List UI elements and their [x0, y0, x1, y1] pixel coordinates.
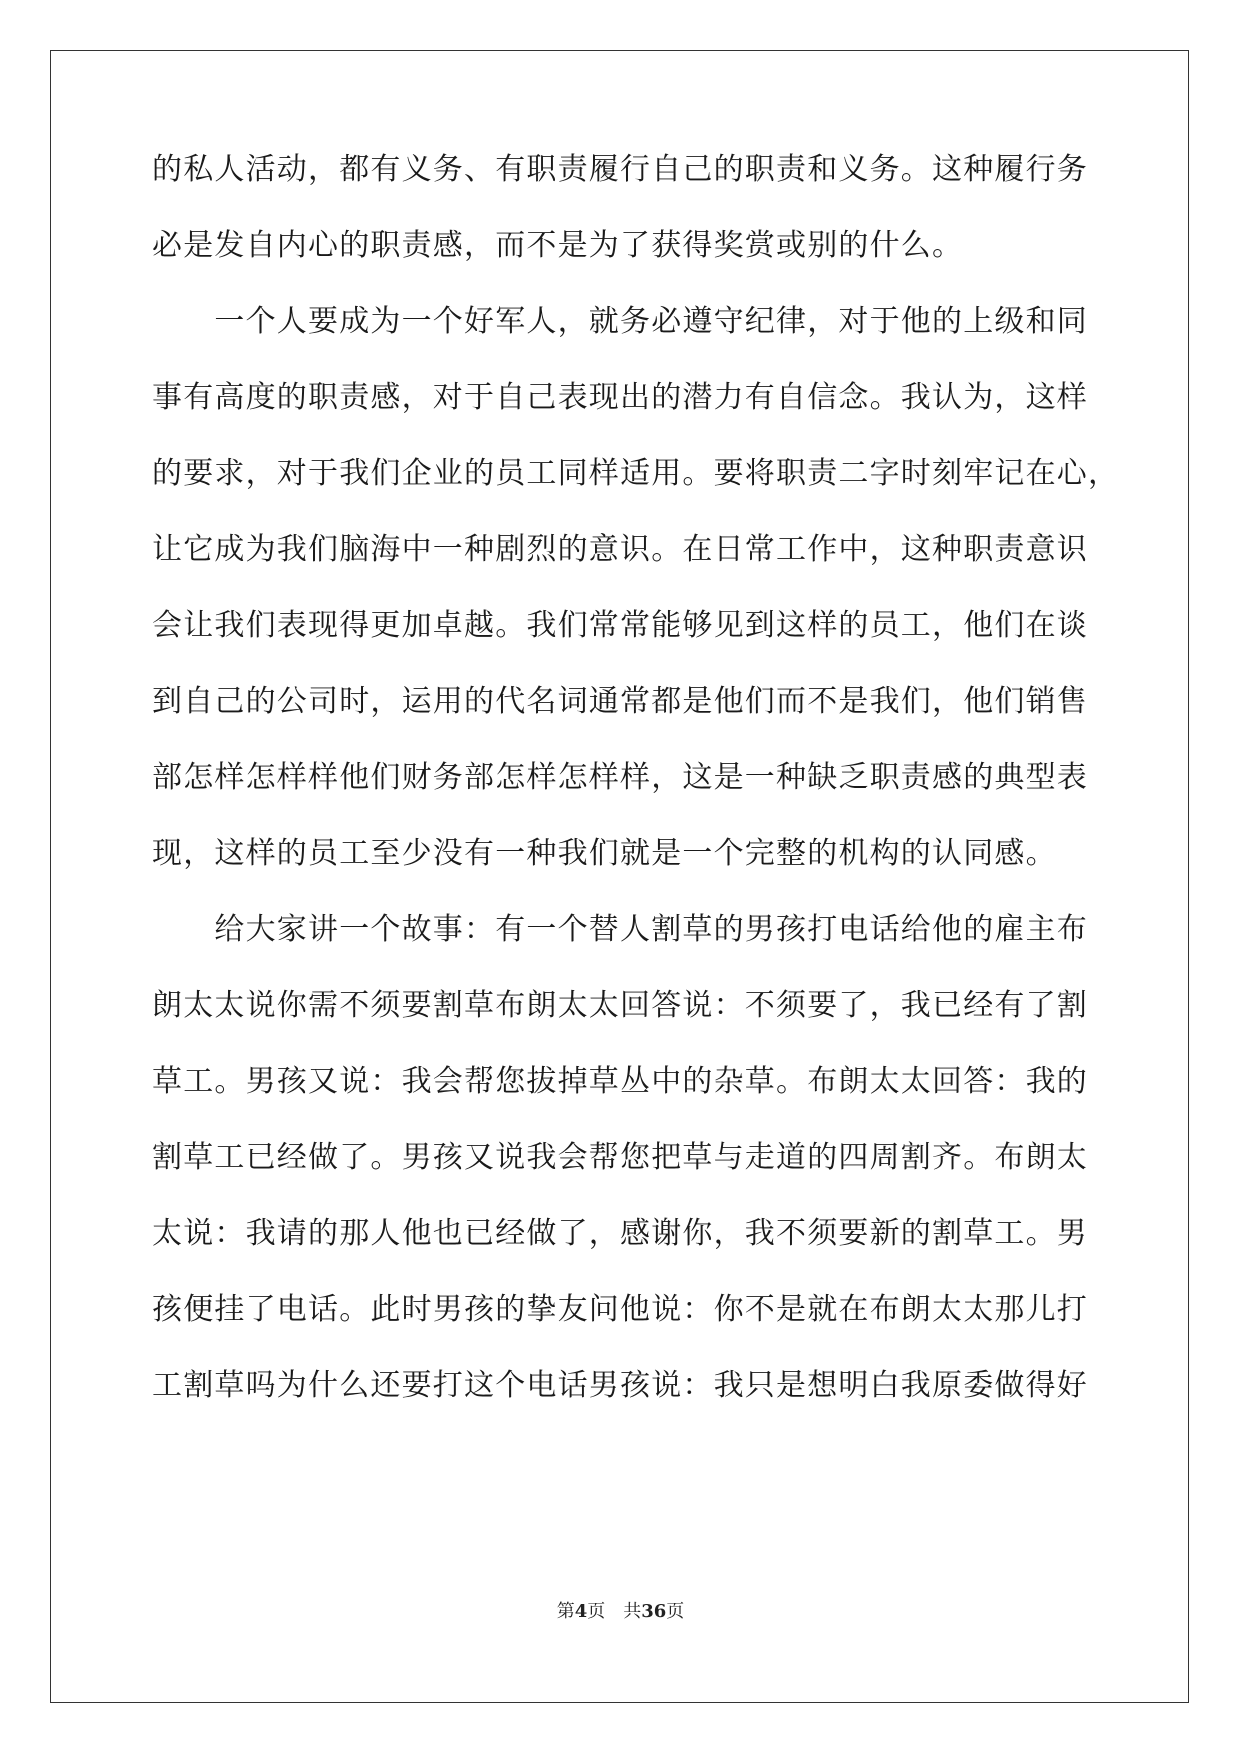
- text-line: 到自己的公司时，运用的代名词通常都是他们而不是我们，他们销售: [152, 684, 1088, 719]
- text-line: 部怎样怎样样他们财务部怎样怎样样，这是一种缺乏职责感的典型表: [152, 760, 1088, 795]
- footer-prefix: 第: [556, 1601, 575, 1622]
- text-line: 草工。男孩又说：我会帮您拔掉草丛中的杂草。布朗太太回答：我的: [152, 1064, 1088, 1099]
- text-line: 太说：我请的那人他也已经做了，感谢你，我不须要新的割草工。男: [152, 1216, 1088, 1251]
- page-frame: [50, 50, 1189, 1703]
- text-line: 事有高度的职责感，对于自己表现出的潜力有自信念。我认为，这样: [152, 380, 1088, 415]
- footer-middle: 页 共: [587, 1601, 642, 1622]
- text-line: 必是发自内心的职责感，而不是为了获得奖赏或别的什么。: [152, 228, 964, 263]
- text-line: 的私人活动，都有义务、有职责履行自己的职责和义务。这种履行务: [152, 152, 1088, 187]
- text-line: 让它成为我们脑海中一种剧烈的意识。在日常工作中，这种职责意识: [152, 532, 1088, 567]
- text-line: 割草工已经做了。男孩又说我会帮您把草与走道的四周割齐。布朗太: [152, 1140, 1088, 1175]
- text-line: 孩便挂了电话。此时男孩的挚友问他说：你不是就在布朗太太那儿打: [152, 1292, 1088, 1327]
- text-line: 朗太太说你需不须要割草布朗太太回答说：不须要了，我已经有了割: [152, 988, 1088, 1023]
- text-line: 现，这样的员工至少没有一种我们就是一个完整的机构的认同感。: [152, 836, 1057, 871]
- text-line: 的要求，对于我们企业的员工同样适用。要将职责二字时刻牢记在心，: [152, 456, 1120, 491]
- page-footer: [0, 1600, 1241, 1624]
- text-line: 工割草吗为什么还要打这个电话男孩说：我只是想明白我原委做得好: [152, 1368, 1088, 1403]
- footer-suffix: 页: [666, 1601, 685, 1622]
- total-page-count: 36: [641, 1601, 667, 1622]
- current-page-number: 4: [574, 1601, 588, 1622]
- text-line: 会让我们表现得更加卓越。我们常常能够见到这样的员工，他们在谈: [152, 608, 1088, 643]
- text-line: 一个人要成为一个好军人，就务必遵守纪律，对于他的上级和同: [152, 304, 1088, 339]
- text-line: 给大家讲一个故事：有一个替人割草的男孩打电话给他的雇主布: [152, 912, 1088, 947]
